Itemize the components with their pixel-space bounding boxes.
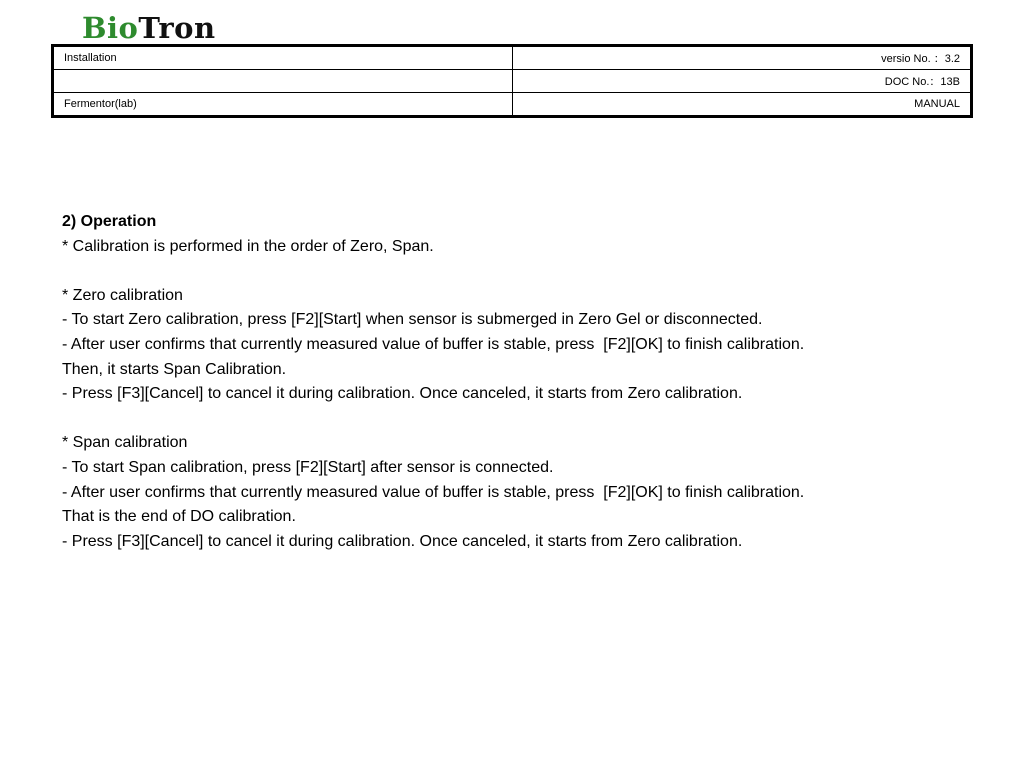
span-calibration-title: * Span calibration <box>62 434 188 452</box>
header-version-cell: versio No. ：3.2 <box>512 46 972 70</box>
header-row <box>53 46 972 70</box>
header-doc-number-cell: DOC No.：13B <box>512 70 972 93</box>
header-row <box>53 70 972 93</box>
zero-calibration-line: - After user confirms that currently measured value of buffer is stable, press [F2][OK] to finish calibration. <box>62 335 805 353</box>
intro-text: * Calibration is performed in the order of Zero, Span. <box>62 237 434 255</box>
span-calibration-line: - To start Span calibration, press [F2][Start] after sensor is connected. <box>62 458 554 476</box>
spacer <box>62 259 982 284</box>
spacer <box>62 407 982 432</box>
document-header-table <box>51 44 973 118</box>
zero-calibration-line: - To start Zero calibration, press [F2][Start] when sensor is submerged in Zero Gel or disconnected. <box>62 311 763 329</box>
logo-bio-text: Bio <box>82 11 139 45</box>
section-heading: 2) Operation <box>62 213 157 230</box>
header-manual-cell: MANUAL <box>512 93 972 117</box>
span-calibration-line: - After user confirms that currently measured value of buffer is stable, press [F2][OK] to finish calibration. <box>62 483 805 501</box>
header-product-cell: Fermentor(lab) <box>53 93 513 117</box>
biotron-logo <box>82 12 216 44</box>
document-body <box>62 210 982 554</box>
header-empty-cell <box>53 70 513 93</box>
zero-calibration-line: Then, it starts Span Calibration. <box>62 360 287 378</box>
logo-tron-text: Tron <box>138 11 216 45</box>
span-calibration-line: - Press [F3][Cancel] to cancel it during calibration. Once canceled, it starts from Zero calibration. <box>62 532 743 550</box>
span-calibration-line: That is the end of DO calibration. <box>62 508 296 526</box>
header-installation-cell: Installation <box>53 46 513 70</box>
zero-calibration-title: * Zero calibration <box>62 286 183 304</box>
zero-calibration-line: - Press [F3][Cancel] to cancel it during calibration. Once canceled, it starts from Zero calibration. <box>62 385 743 403</box>
header-row <box>53 93 972 117</box>
